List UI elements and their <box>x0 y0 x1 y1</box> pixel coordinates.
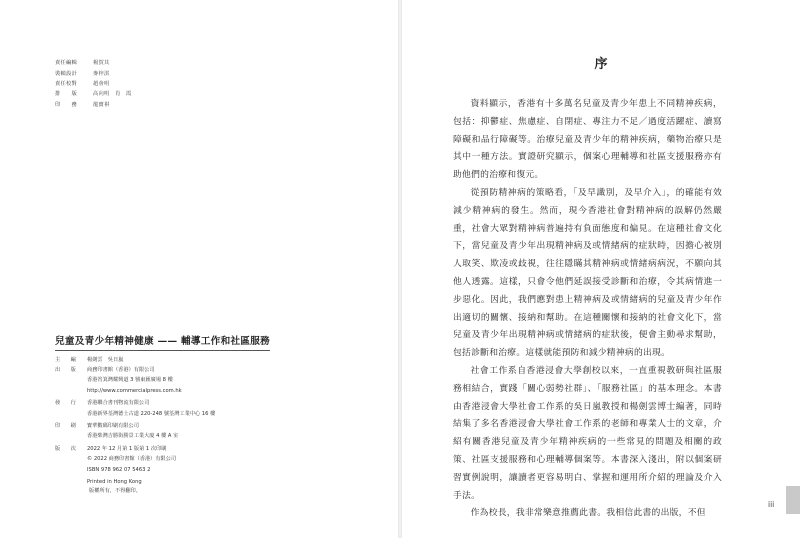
credit-role: 裝幀設計 <box>55 70 77 77</box>
credit-role: 印 務 <box>55 101 77 108</box>
detail-line: © 2022 商務印書館（香港）有限公司 <box>87 456 177 463</box>
credit-role: 責任校對 <box>55 80 77 87</box>
credit-role: 排 版 <box>55 91 77 98</box>
credit-name: 高向明 肖 霞 <box>93 91 132 98</box>
detail-line: 香港聯合書刊物流有限公司 <box>87 400 150 407</box>
credit-name: 趙會明 <box>93 80 110 87</box>
detail-key: 主 編 <box>55 357 76 363</box>
detail-authors <box>55 355 215 365</box>
detail-line: 商務印書館（香港）有限公司 <box>87 367 155 374</box>
publication-details <box>55 355 215 487</box>
credit-name: 麥梓淇 <box>93 70 110 77</box>
detail-edition <box>55 444 215 487</box>
credit-row <box>55 67 131 77</box>
detail-key: 印 刷 <box>55 423 76 430</box>
detail-key: 版 次 <box>55 446 76 453</box>
preface-paragraph: 資料顯示，香港有十多萬名兒童及青少年患上不同精神疾病，包括：抑鬱症、焦慮症、自閉症、專注力不足／過度活躍症、讀寫障礙和品行障礙等。治療兒童及青少年的精神疾病，藥物治療只是其中一種方法。實證研究顯示，個案心理輔導和社區支援服務亦有助他們的治療和復元。 <box>453 99 722 181</box>
preface-paragraph: 社會工作系自香港浸會大學創校以來，一直重視教研與社區服務相結合，實踐「關心弱勢社群」、「服務社區」的基本理念。本書由香港浸會大學社會工作系的吳日嵐教授和楊劍雲博士編著，同時結集了多名香港浸會大學社會工作系的老師和專業人士的文章，介紹有關香港兒童及青少年精神疾病的一些常見的問題及相關的政策、社區支援服務和心理輔導個案等。本書深入淺出，附以個案研習實例說明，讓讀者更容易明白、掌握和運用所介紹的理論及介入手法。 <box>453 365 722 501</box>
credit-row <box>55 88 131 98</box>
rights-notice: 版權所有，不得翻印。 <box>89 488 141 494</box>
preface-paragraph: 從預防精神病的策略看，「及早識別，及早介入」，的確能有效減少精神病的發生。然而，現今香港社會對精神病的誤解仍然嚴重，社會大眾對精神病普遍持有負面態度和偏見。在這種社會文化下，當兒童及青少年出現精神病及或情緒病的症狀時，因擔心被別人取笑、欺凌或歧視，往往隱瞞其精神病或情緒病病況，不願向其他人透露。這樣，只會令他們延誤接受診斷和治療，令其病情進一步惡化。因此，我們應對患上精神病及或情緒病的兒童及青少年作出適切的關懷、接納和幫助。在這種關懷和接納的社會文化下，當兒童及青少年出現精神病或情緒病的症狀後，便會主動尋求幫助，包括診斷和治療。這樣就能預防和減少精神病的出現。 <box>453 187 722 359</box>
detail-line: 寶華數碼印刷有限公司 <box>87 423 139 430</box>
detail-line: 楊劍雲 吳日嵐 <box>87 357 124 363</box>
preface-title: 序 <box>594 57 608 72</box>
detail-line: 香港柴灣吉勝街勝景工業大廈 4 樓 A 室 <box>87 433 179 440</box>
credit-row <box>55 78 131 88</box>
credit-name: 楊賀其 <box>93 60 110 67</box>
credits-block <box>55 57 131 109</box>
book-title: 兒童及青少年精神健康 —— 輔導工作和社區服務 <box>55 336 271 347</box>
detail-line: 香港新界荃灣德士古道 220-248 號荃灣工業中心 16 樓 <box>87 410 216 417</box>
detail-key: 發 行 <box>55 400 76 407</box>
credit-row <box>55 99 131 109</box>
credit-row <box>55 57 131 67</box>
detail-distributor <box>55 398 215 418</box>
left-page <box>0 0 398 538</box>
credit-role: 責任編輯 <box>55 60 77 67</box>
detail-line: ISBN 978 962 07 5463 2 <box>87 466 151 473</box>
credit-name: 龍寶祺 <box>93 101 110 108</box>
edge-tab <box>786 486 800 514</box>
detail-line: 香港筲箕灣耀興道 3 號東匯廣場 8 樓 <box>87 377 173 384</box>
title-divider <box>55 350 270 351</box>
preface-body <box>453 96 722 523</box>
detail-line: 2022 年 12 月第 1 版第 1 次印刷 <box>87 446 167 453</box>
detail-line: Printed in Hong Kong <box>87 479 142 486</box>
detail-publisher <box>55 365 215 396</box>
detail-printer <box>55 421 215 441</box>
detail-line: http://www.commercialpress.com.hk <box>87 387 182 394</box>
preface-paragraph: 作為校長，我非常樂意推薦此書。我相信此書的出版，不但 <box>470 508 706 519</box>
page-number: iii <box>768 500 775 509</box>
detail-key: 出 版 <box>55 367 76 374</box>
